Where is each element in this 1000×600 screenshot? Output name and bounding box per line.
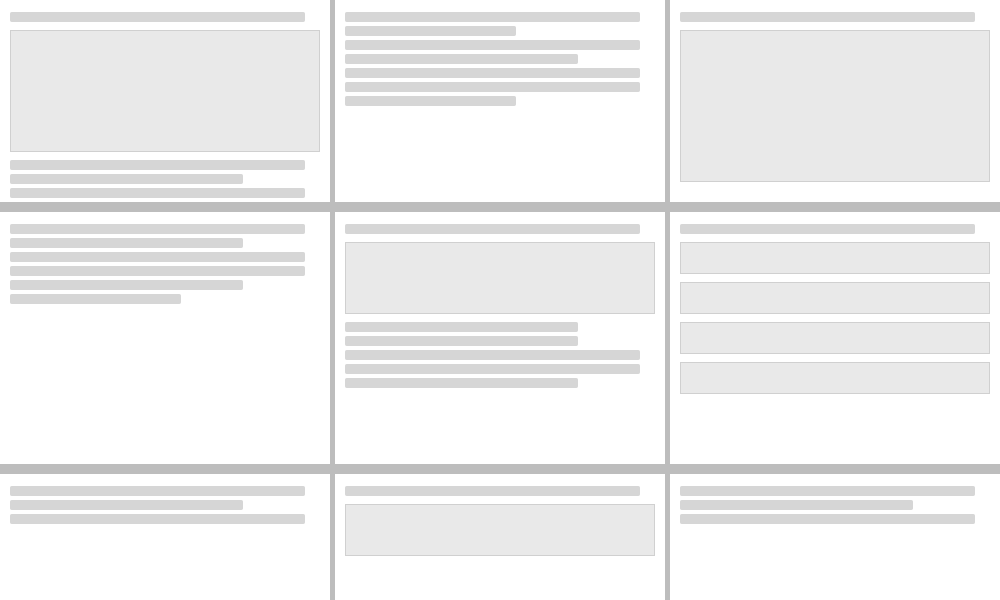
page-tile-5 [335, 212, 665, 464]
text-line [680, 500, 913, 510]
text-line [10, 266, 305, 276]
text-line [345, 68, 640, 78]
text-line [680, 12, 975, 22]
text-line [680, 486, 975, 496]
text-line [345, 486, 640, 496]
text-line [345, 336, 578, 346]
text-line [345, 224, 640, 234]
text-line [345, 378, 578, 388]
number-line [680, 362, 990, 394]
text-line [345, 12, 640, 22]
number-line [680, 322, 990, 354]
text-line [345, 322, 578, 332]
text-line [680, 514, 975, 524]
text-line [680, 224, 975, 234]
graph-area [345, 242, 655, 314]
page-tile-6 [670, 212, 1000, 464]
text-line [345, 54, 578, 64]
page-tile-1 [0, 0, 330, 202]
text-line [10, 174, 243, 184]
text-line [10, 514, 305, 524]
text-line [10, 252, 305, 262]
text-line [10, 280, 243, 290]
page-tile-7 [0, 474, 330, 600]
text-line [10, 500, 243, 510]
text-line [10, 12, 305, 22]
text-line [10, 160, 305, 170]
number-line [680, 282, 990, 314]
text-line [10, 188, 305, 198]
page-tile-8 [335, 474, 665, 600]
text-line [10, 486, 305, 496]
page-tile-2 [335, 0, 665, 202]
flowchart-area [345, 504, 655, 556]
page-tile-3 [670, 0, 1000, 202]
text-line [345, 82, 640, 92]
page-tile-4 [0, 212, 330, 464]
table-area [680, 30, 990, 182]
text-line [10, 238, 243, 248]
text-line [345, 26, 516, 36]
text-line [345, 364, 640, 374]
text-line [10, 294, 181, 304]
page-tile-9 [670, 474, 1000, 600]
text-line [10, 224, 305, 234]
text-line [345, 40, 640, 50]
graph-area [10, 30, 320, 152]
text-line [345, 350, 640, 360]
text-line [345, 96, 516, 106]
number-line [680, 242, 990, 274]
